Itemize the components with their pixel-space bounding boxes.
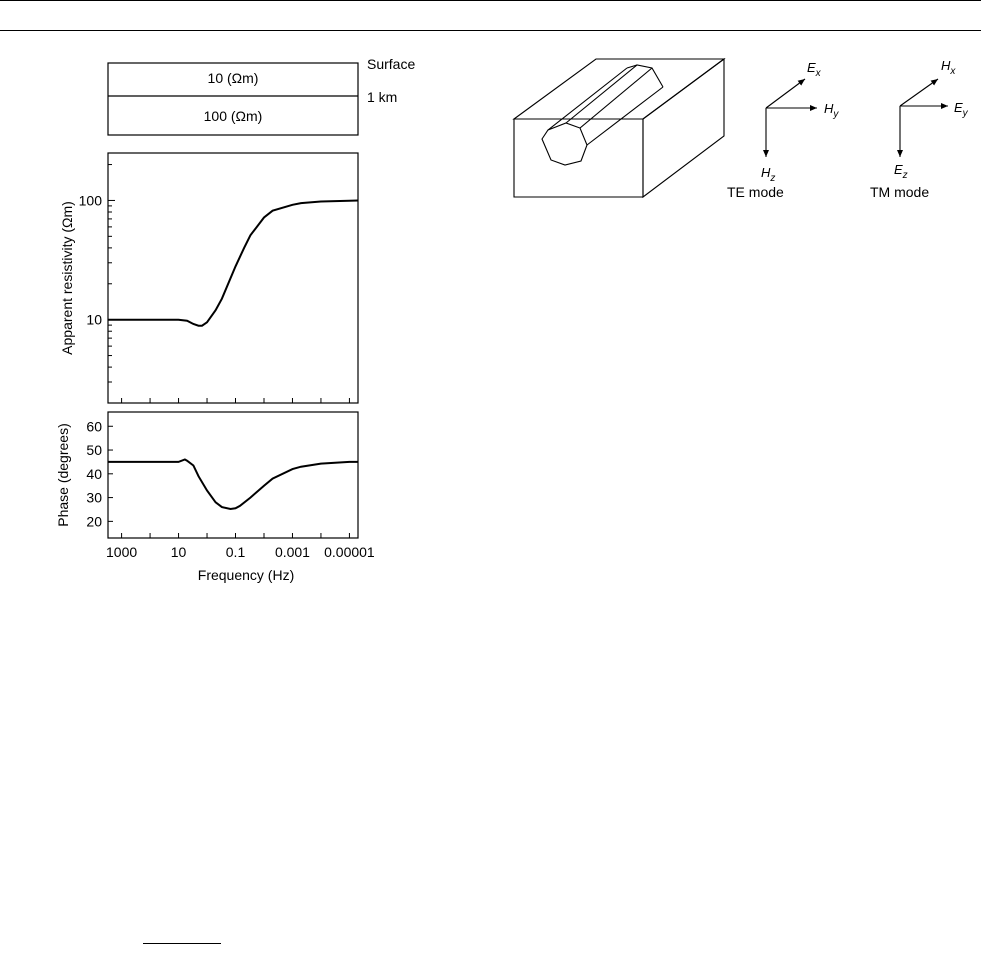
phase-y-tick-label: 60 bbox=[86, 418, 102, 435]
frequency-x-tick-label: 1000 bbox=[106, 544, 138, 560]
frequency-x-tick-label: 0.001 bbox=[274, 544, 310, 560]
tm-x-arrow bbox=[900, 79, 938, 106]
te-x-label: $E_x$ bbox=[807, 60, 821, 79]
layer-model bbox=[108, 56, 415, 135]
phase-y-tick-label: 30 bbox=[86, 489, 102, 506]
footnote-rule bbox=[143, 943, 221, 944]
phase-ticks bbox=[108, 426, 349, 538]
frequency-x-tick-label: 0.00001 bbox=[324, 544, 375, 560]
resistivity-tick-labels bbox=[79, 192, 103, 327]
resistivity-y-tick-label: 10 bbox=[86, 311, 102, 328]
phase-frame bbox=[108, 412, 358, 538]
tm-x-label: $H_x$ bbox=[941, 58, 956, 77]
resistivity-series-line bbox=[108, 201, 358, 326]
conductor-edge-3 bbox=[587, 87, 663, 145]
te-y-label: $H_y$ bbox=[824, 101, 839, 120]
frequency-x-axis-label: Frequency (Hz) bbox=[197, 567, 295, 583]
resistivity-chart bbox=[59, 153, 358, 403]
te-mode-label: TE mode bbox=[727, 184, 784, 200]
frequency-x-tick-label: 0.1 bbox=[225, 544, 246, 560]
resistivity-y-axis-label: Apparent resistivity (Ωm) bbox=[59, 201, 75, 355]
upper-layer-label: 10 (Ωm) bbox=[207, 70, 259, 86]
phase-y-axis-label: Phase (degrees) bbox=[55, 423, 71, 527]
block-side-face bbox=[643, 59, 724, 197]
surface-label: Surface bbox=[367, 56, 416, 72]
te-z-label: $H_z$ bbox=[761, 165, 776, 184]
depth-label: 1 km bbox=[367, 89, 398, 105]
phase-tick-labels bbox=[86, 418, 375, 560]
tm-mode-label: TM mode bbox=[870, 184, 930, 200]
lower-layer-label: 100 (Ωm) bbox=[203, 108, 263, 124]
te-x-arrow bbox=[766, 79, 805, 108]
tm-mode-axes bbox=[870, 58, 969, 200]
frequency-x-tick-label: 10 bbox=[170, 544, 187, 560]
te-mode-axes bbox=[727, 60, 839, 200]
resistivity-frame bbox=[108, 153, 358, 403]
tm-y-label: $E_y$ bbox=[954, 100, 968, 119]
earth-block-diagram bbox=[514, 59, 724, 197]
phase-y-tick-label: 50 bbox=[86, 442, 102, 459]
phase-chart bbox=[55, 412, 375, 583]
phase-y-tick-label: 40 bbox=[86, 465, 102, 482]
tm-z-label: $E_z$ bbox=[894, 162, 908, 181]
resistivity-y-tick-label: 100 bbox=[78, 192, 102, 209]
phase-series-line bbox=[108, 460, 358, 510]
block-top-face bbox=[514, 59, 724, 119]
phase-y-tick-label: 20 bbox=[86, 513, 102, 530]
block-front-face bbox=[514, 119, 643, 197]
